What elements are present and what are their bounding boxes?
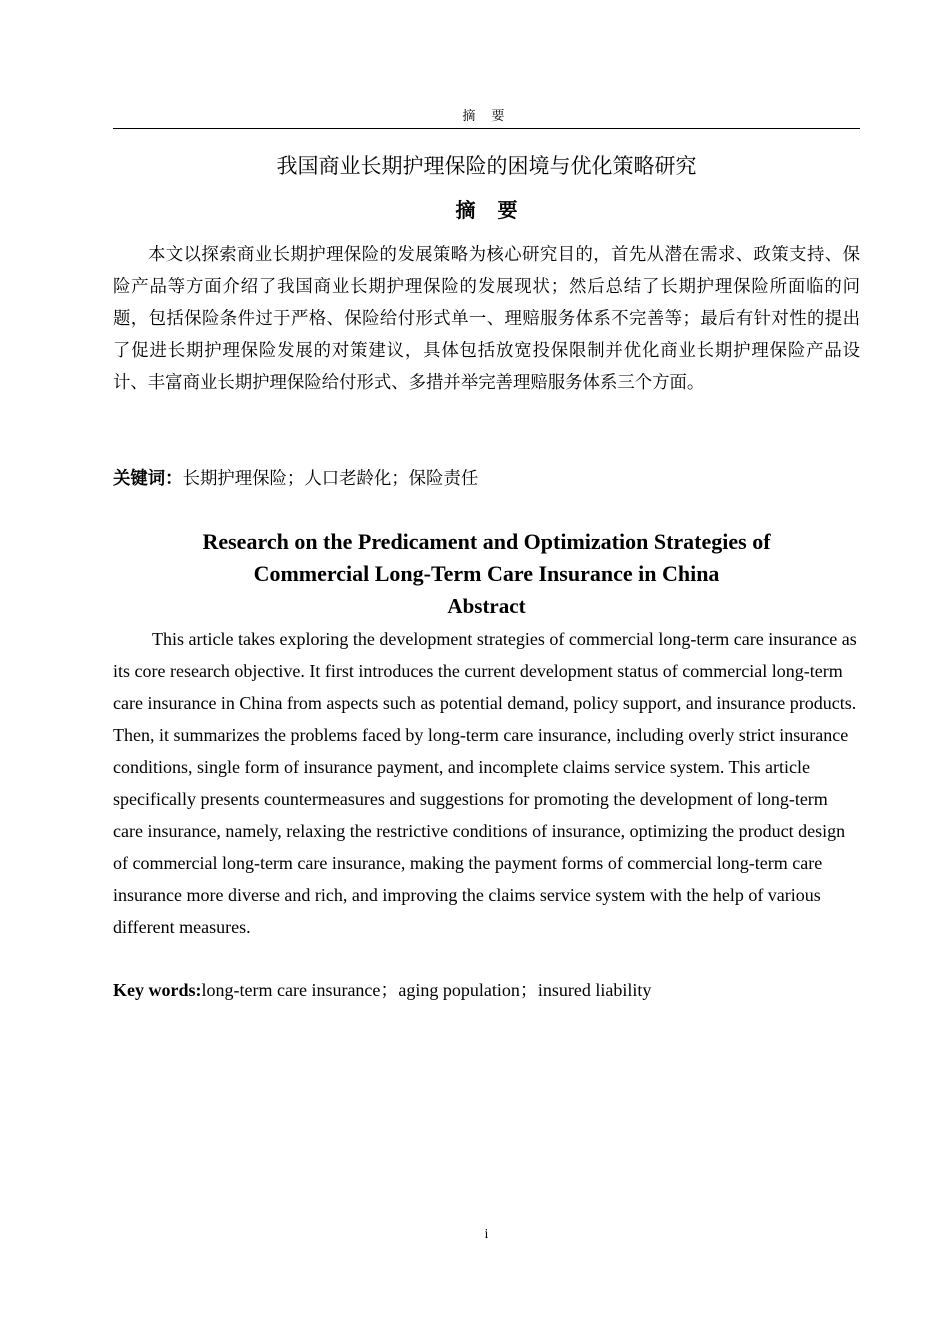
english-title-line-1: Research on the Predicament and Optimization Strategies of — [202, 529, 771, 554]
english-abstract-body: This article takes exploring the development strategies of commercial long-term care insurance as its core research objective. It first introduces the current development status of commercial long-term care insurance in China from aspects such as potential demand, policy support, and insurance products. Then, it summarizes the problems faced by long-term care insurance, including overly strict insurance conditions, single form of insurance payment, and incomplete claims service system. This article specifically presents countermeasures and suggestions for promoting the development of long-term care insurance, namely, relaxing the restrictive conditions of insurance, optimizing the product design of commercial long-term care insurance, making the payment forms of commercial long-term care insurance more diverse and rich, and improving the claims service system with the help of various different measures. — [113, 629, 857, 937]
header-rule — [113, 128, 860, 129]
running-header: 摘 要 — [462, 109, 511, 124]
english-abstract-heading: Abstract — [447, 594, 526, 618]
chinese-abstract-body: 本文以探索商业长期护理保险的发展策略为核心研究目的，首先从潜在需求、政策支持、保险产品等方面介绍了我国商业长期护理保险的发展现状；然后总结了长期护理保险所面临的问题，包括保险条件过于严格、保险给付形式单一、理赔服务体系不完善等；最后有针对性的提出了促进长期护理保险发展的对策建议，具体包括放宽投保限制并优化商业长期护理保险产品设计、丰富商业长期护理保险给付形式、多措并举完善理赔服务体系三个方面。 — [113, 245, 860, 393]
english-keywords-label: Key words: — [113, 980, 202, 1000]
chinese-keywords — [113, 464, 860, 494]
english-keywords — [113, 975, 860, 1005]
chinese-abstract-heading: 摘要 — [455, 198, 540, 222]
page-number: i — [484, 1227, 489, 1242]
english-keywords-text: long-term care insurance；aging population；insured liability — [201, 980, 652, 1000]
english-title-line-2: Commercial Long-Term Care Insurance in China — [253, 561, 720, 586]
english-title — [113, 526, 860, 590]
chinese-keywords-label: 关键词： — [113, 469, 183, 489]
chinese-keywords-text: 长期护理保险；人口老龄化；保险责任 — [182, 469, 479, 489]
chinese-title: 我国商业长期护理保险的困境与优化策略研究 — [276, 154, 697, 178]
